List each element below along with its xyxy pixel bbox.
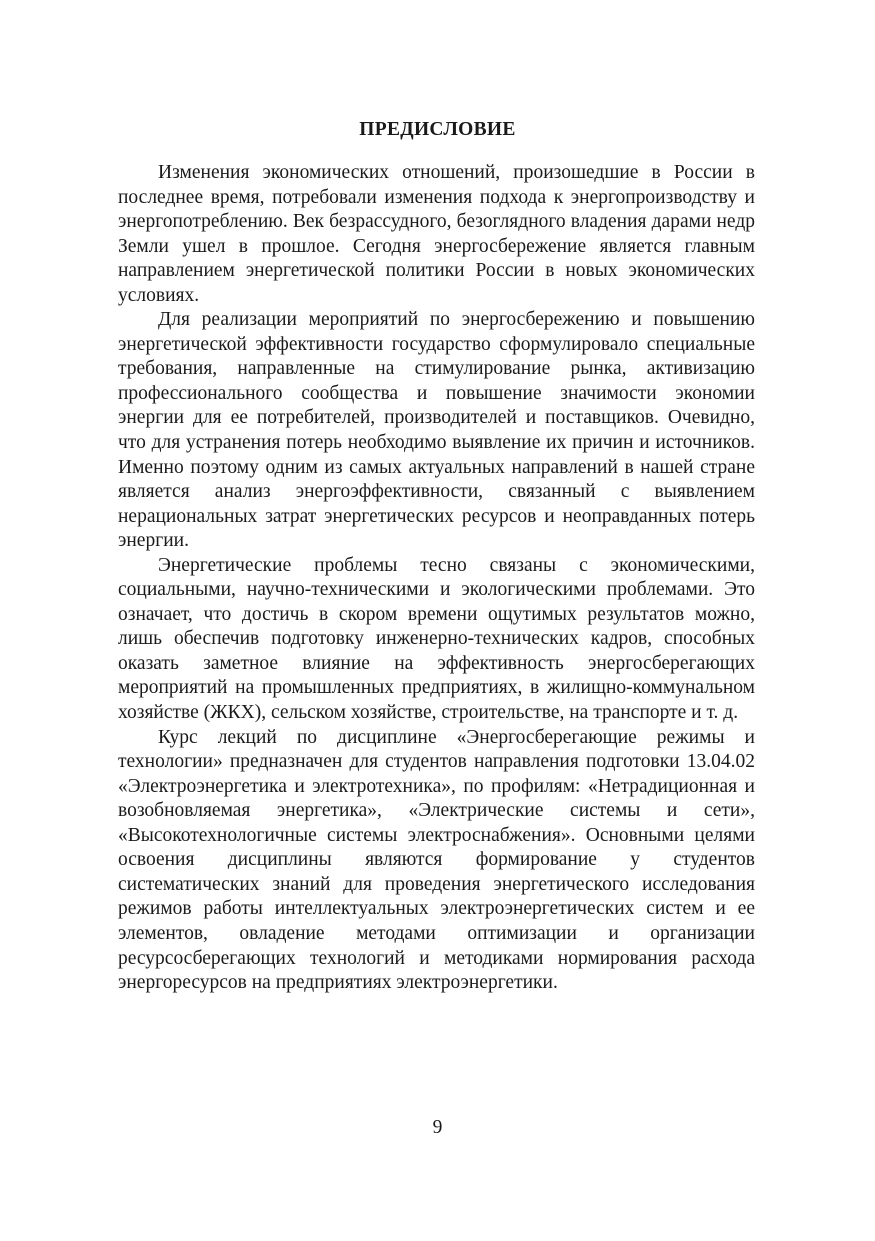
paragraph-3: Энергетические проблемы тесно связаны с экономическими, социальными, научно-техническими и экологическими проблемами. Это означает, что достичь в скором времени ощутимых результатов можно, лишь обеспечив подготовку инженерно-технических кадров, способных оказать заметное влияние на эффективность энергосберегающих мероприятий на промышленных предприятиях, в жилищно-коммунальном хозяйстве (ЖКХ), сельском хозяйстве, строительстве, на транспорте и т. д. (118, 554, 755, 724)
paragraph-4: Курс лекций по дисциплине «Энергосберегающие режимы и технологии» предназначен для студентов направления подготовки 13.04.02 «Электроэнергетика и электротехника», по профилям: «Нетрадиционная и возобновляемая энергетика», «Электрические системы и сети», «Высокотехнологичные системы электроснабжения». Основными целями освоения дисциплины являются формирование у студентов систематических знаний для проведения энергетического исследования режимов работы интеллектуальных электроэнергетических систем и ее элементов, овладение методами оптимизации и организации ресурсосберегающих технологий и методиками нормирования расхода энергоресурсов на предприятиях электроэнергетики. (118, 726, 755, 994)
page-number: 9 (432, 1117, 443, 1138)
paragraph-2: Для реализации мероприятий по энергосбережению и повышению энергетической эффективности государство сформулировало специальные требования, направленные на стимулирование рынка, активизацию профессионального сообщества и повышение значимости экономии энергии для ее потребителей, производителей и поставщиков. Очевидно, что для устранения потерь необходимо выявление их причин и источников. Именно поэтому одним из самых актуальных направлений в нашей стране является анализ энергоэффективности, связанный с выявлением нерациональных затрат энергетических ресурсов и неоправданных потерь энергии. (118, 309, 755, 552)
paragraph-1: Изменения экономических отношений, произошедшие в России в последнее время, потребовали изменения подхода к энергопроизводству и энергопотреблению. Век безрассудного, безоглядного владения дарами недр Земли ушел в прошлое. Сегодня энергосбережение является главным направлением энергетической политики России в новых экономических условиях. (118, 162, 755, 306)
page-title: ПРЕДИСЛОВИЕ (359, 119, 516, 140)
body-text (118, 161, 755, 996)
